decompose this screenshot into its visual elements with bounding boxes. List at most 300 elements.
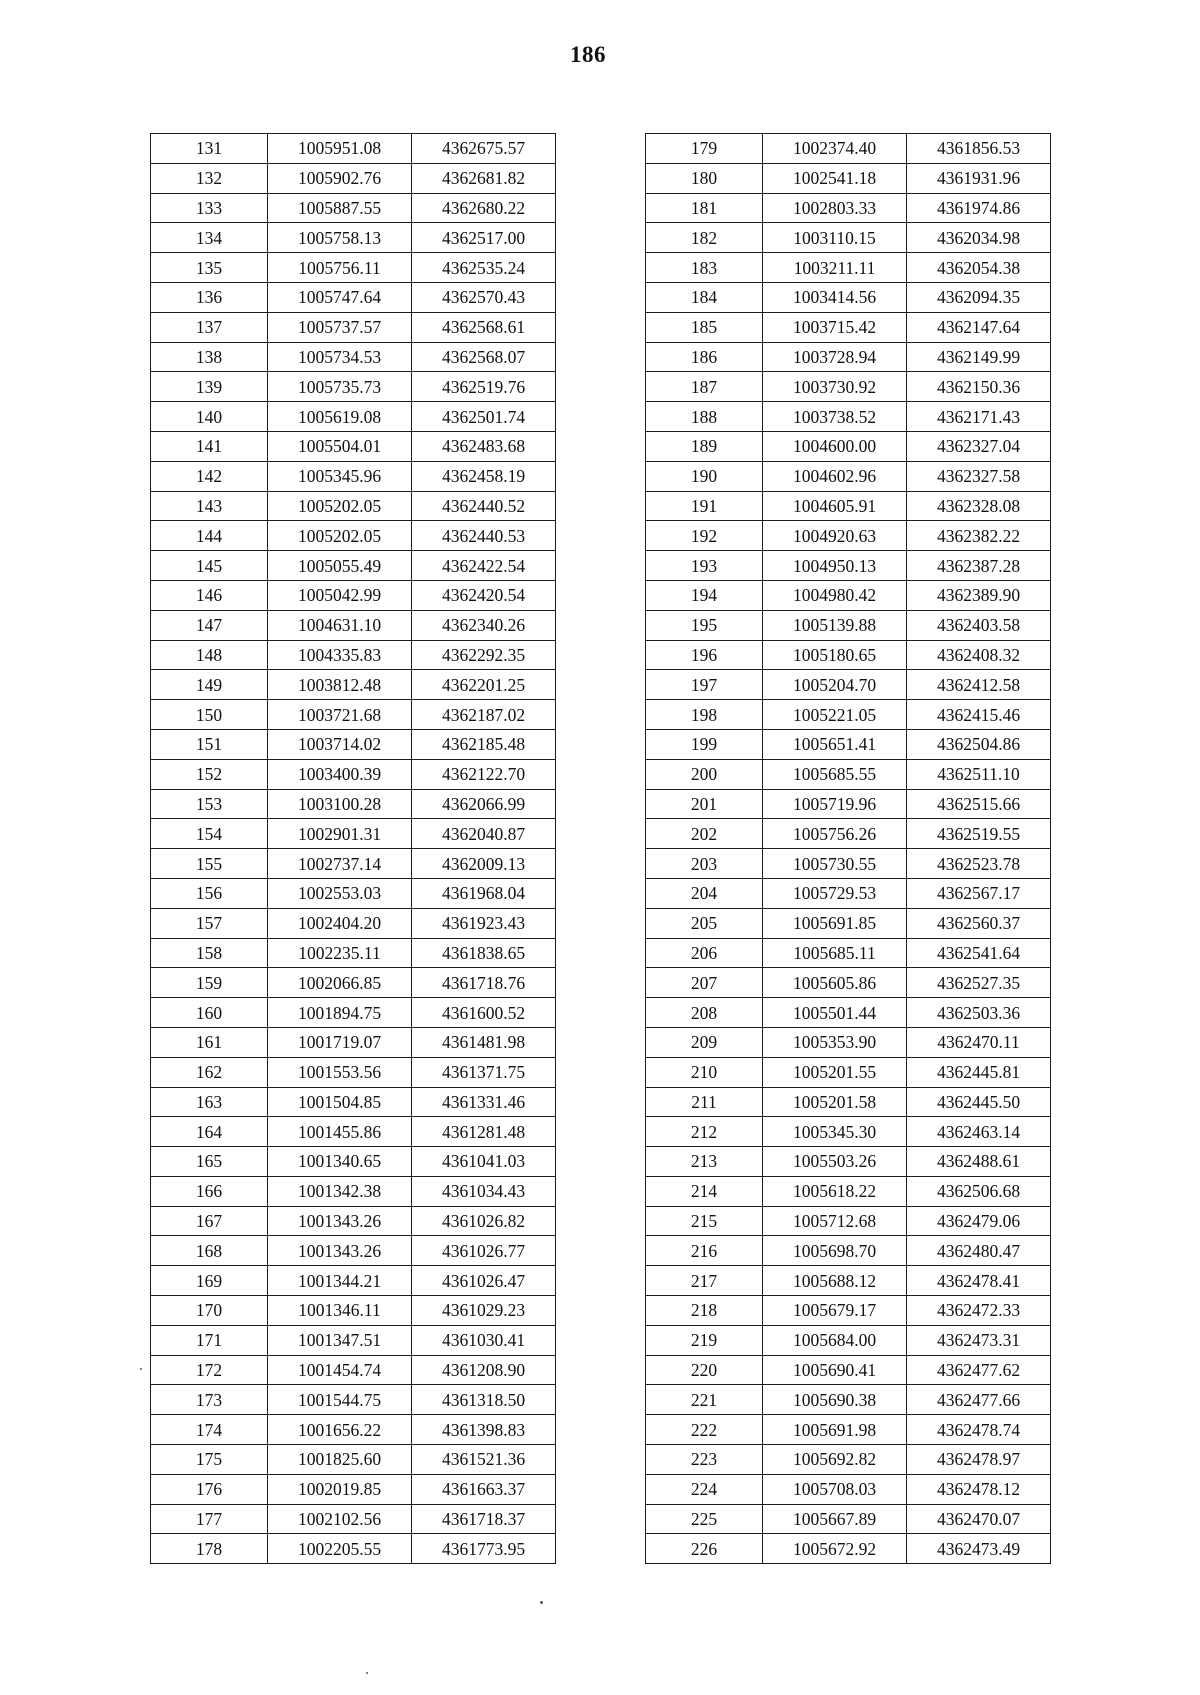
point-number-cell: 209 [646,1027,763,1057]
table-row [646,819,1051,849]
table-row [151,968,556,998]
table-row [646,312,1051,342]
table-row [151,402,556,432]
point-number-cell: 194 [646,580,763,610]
x-coordinate-cell: 1005690.41 [763,1355,907,1385]
scan-speck [366,1672,368,1674]
x-coordinate-cell: 1005651.41 [763,729,907,759]
y-coordinate-cell: 4362147.64 [907,312,1051,342]
y-coordinate-cell: 4362463.14 [907,1117,1051,1147]
table-row [151,1236,556,1266]
y-coordinate-cell: 4362473.31 [907,1325,1051,1355]
y-coordinate-cell: 4362445.50 [907,1087,1051,1117]
x-coordinate-cell: 1003721.68 [268,700,412,730]
y-coordinate-cell: 4362470.07 [907,1504,1051,1534]
point-number-cell: 218 [646,1296,763,1326]
x-coordinate-cell: 1001340.65 [268,1147,412,1177]
y-coordinate-cell: 4362504.86 [907,729,1051,759]
y-coordinate-cell: 4362527.35 [907,968,1051,998]
scan-speck [540,1601,543,1604]
table-row [646,789,1051,819]
point-number-cell: 148 [151,640,268,670]
table-row [151,1355,556,1385]
x-coordinate-cell: 1005503.26 [763,1147,907,1177]
table-row [646,759,1051,789]
x-coordinate-cell: 1002553.03 [268,878,412,908]
y-coordinate-cell: 4362408.32 [907,640,1051,670]
point-number-cell: 198 [646,700,763,730]
point-number-cell: 180 [646,163,763,193]
point-number-cell: 137 [151,312,268,342]
x-coordinate-cell: 1003812.48 [268,670,412,700]
table-row [151,312,556,342]
table-row [646,938,1051,968]
x-coordinate-cell: 1001343.26 [268,1206,412,1236]
y-coordinate-cell: 4362478.74 [907,1415,1051,1445]
y-coordinate-cell: 4362422.54 [412,551,556,581]
y-coordinate-cell: 4361931.96 [907,163,1051,193]
table-row [646,1415,1051,1445]
x-coordinate-cell: 1001894.75 [268,998,412,1028]
point-number-cell: 141 [151,431,268,461]
x-coordinate-cell: 1003715.42 [763,312,907,342]
point-number-cell: 222 [646,1415,763,1445]
y-coordinate-cell: 4361034.43 [412,1176,556,1206]
table-row [151,938,556,968]
x-coordinate-cell: 1001553.56 [268,1057,412,1087]
y-coordinate-cell: 4361968.04 [412,878,556,908]
x-coordinate-cell: 1003400.39 [268,759,412,789]
table-row [646,491,1051,521]
point-number-cell: 144 [151,521,268,551]
y-coordinate-cell: 4362445.81 [907,1057,1051,1087]
table-row [646,878,1051,908]
x-coordinate-cell: 1001455.86 [268,1117,412,1147]
point-number-cell: 210 [646,1057,763,1087]
point-number-cell: 190 [646,461,763,491]
point-number-cell: 152 [151,759,268,789]
table-row [151,521,556,551]
x-coordinate-cell: 1001344.21 [268,1266,412,1296]
y-coordinate-cell: 4362458.19 [412,461,556,491]
point-number-cell: 155 [151,849,268,879]
y-coordinate-cell: 4362122.70 [412,759,556,789]
table-row [646,1534,1051,1564]
y-coordinate-cell: 4362066.99 [412,789,556,819]
x-coordinate-cell: 1005605.86 [763,968,907,998]
x-coordinate-cell: 1002102.56 [268,1504,412,1534]
x-coordinate-cell: 1005688.12 [763,1266,907,1296]
x-coordinate-cell: 1001544.75 [268,1385,412,1415]
scan-speck [140,1368,142,1370]
table-row [646,1296,1051,1326]
y-coordinate-cell: 4362420.54 [412,580,556,610]
x-coordinate-cell: 1001343.26 [268,1236,412,1266]
table-row [646,610,1051,640]
table-row [151,1057,556,1087]
table-row [151,1266,556,1296]
y-coordinate-cell: 4362675.57 [412,134,556,164]
table-body-left [151,134,556,1564]
point-number-cell: 225 [646,1504,763,1534]
table-row [151,670,556,700]
y-coordinate-cell: 4361974.86 [907,193,1051,223]
x-coordinate-cell: 1005684.00 [763,1325,907,1355]
point-number-cell: 186 [646,342,763,372]
table-row [646,521,1051,551]
table-row [646,729,1051,759]
y-coordinate-cell: 4362511.10 [907,759,1051,789]
x-coordinate-cell: 1001346.11 [268,1296,412,1326]
point-number-cell: 157 [151,908,268,938]
y-coordinate-cell: 4361663.37 [412,1474,556,1504]
y-coordinate-cell: 4362477.62 [907,1355,1051,1385]
y-coordinate-cell: 4362292.35 [412,640,556,670]
y-coordinate-cell: 4362415.46 [907,700,1051,730]
table-row [151,700,556,730]
point-number-cell: 213 [646,1147,763,1177]
coordinates-table-left [150,133,556,1564]
x-coordinate-cell: 1005951.08 [268,134,412,164]
point-number-cell: 131 [151,134,268,164]
table-row [151,1445,556,1475]
y-coordinate-cell: 4362171.43 [907,402,1051,432]
x-coordinate-cell: 1004980.42 [763,580,907,610]
point-number-cell: 162 [151,1057,268,1087]
y-coordinate-cell: 4361371.75 [412,1057,556,1087]
x-coordinate-cell: 1002066.85 [268,968,412,998]
point-number-cell: 211 [646,1087,763,1117]
y-coordinate-cell: 4362382.22 [907,521,1051,551]
table-row [646,908,1051,938]
table-row [151,849,556,879]
x-coordinate-cell: 1005729.53 [763,878,907,908]
table-row [151,372,556,402]
table-row [646,640,1051,670]
y-coordinate-cell: 4362488.61 [907,1147,1051,1177]
table-row [151,1176,556,1206]
table-row [646,1206,1051,1236]
y-coordinate-cell: 4362519.76 [412,372,556,402]
x-coordinate-cell: 1005756.26 [763,819,907,849]
x-coordinate-cell: 1005692.82 [763,1445,907,1475]
x-coordinate-cell: 1003414.56 [763,282,907,312]
table-row [151,1474,556,1504]
x-coordinate-cell: 1003110.15 [763,223,907,253]
x-coordinate-cell: 1005758.13 [268,223,412,253]
point-number-cell: 151 [151,729,268,759]
table-row [151,1147,556,1177]
x-coordinate-cell: 1002374.40 [763,134,907,164]
y-coordinate-cell: 4361398.83 [412,1415,556,1445]
x-coordinate-cell: 1002541.18 [763,163,907,193]
table-row [646,1445,1051,1475]
point-number-cell: 206 [646,938,763,968]
y-coordinate-cell: 4361718.76 [412,968,556,998]
point-number-cell: 165 [151,1147,268,1177]
coordinates-table-right [645,133,1051,1564]
table-row [646,223,1051,253]
y-coordinate-cell: 4362515.66 [907,789,1051,819]
x-coordinate-cell: 1005685.11 [763,938,907,968]
x-coordinate-cell: 1005734.53 [268,342,412,372]
x-coordinate-cell: 1005201.58 [763,1087,907,1117]
table-row [151,610,556,640]
point-number-cell: 220 [646,1355,763,1385]
point-number-cell: 182 [646,223,763,253]
table-row [646,253,1051,283]
x-coordinate-cell: 1005618.22 [763,1176,907,1206]
table-row [151,729,556,759]
table-row [151,1117,556,1147]
x-coordinate-cell: 1005691.98 [763,1415,907,1445]
table-row [646,1027,1051,1057]
point-number-cell: 149 [151,670,268,700]
table-row [151,1504,556,1534]
table-row [646,670,1051,700]
table-row [151,223,556,253]
point-number-cell: 133 [151,193,268,223]
y-coordinate-cell: 4362506.68 [907,1176,1051,1206]
point-number-cell: 147 [151,610,268,640]
y-coordinate-cell: 4362340.26 [412,610,556,640]
y-coordinate-cell: 4362040.87 [412,819,556,849]
point-number-cell: 199 [646,729,763,759]
x-coordinate-cell: 1005672.92 [763,1534,907,1564]
point-number-cell: 156 [151,878,268,908]
y-coordinate-cell: 4362681.82 [412,163,556,193]
table-row [151,1027,556,1057]
x-coordinate-cell: 1005202.05 [268,521,412,551]
table-row [151,134,556,164]
x-coordinate-cell: 1005204.70 [763,670,907,700]
y-coordinate-cell: 4361856.53 [907,134,1051,164]
y-coordinate-cell: 4362501.74 [412,402,556,432]
y-coordinate-cell: 4362472.33 [907,1296,1051,1326]
x-coordinate-cell: 1003728.94 [763,342,907,372]
y-coordinate-cell: 4361773.95 [412,1534,556,1564]
point-number-cell: 200 [646,759,763,789]
x-coordinate-cell: 1004950.13 [763,551,907,581]
table-row [646,1325,1051,1355]
table-row [151,1296,556,1326]
x-coordinate-cell: 1001454.74 [268,1355,412,1385]
point-number-cell: 132 [151,163,268,193]
point-number-cell: 193 [646,551,763,581]
point-number-cell: 168 [151,1236,268,1266]
y-coordinate-cell: 4361208.90 [412,1355,556,1385]
table-body-right [646,134,1051,1564]
point-number-cell: 201 [646,789,763,819]
x-coordinate-cell: 1001504.85 [268,1087,412,1117]
table-row [151,819,556,849]
table-row [646,700,1051,730]
x-coordinate-cell: 1002803.33 [763,193,907,223]
table-row [151,253,556,283]
table-row [646,551,1051,581]
point-number-cell: 145 [151,551,268,581]
table-row [151,491,556,521]
x-coordinate-cell: 1003730.92 [763,372,907,402]
point-number-cell: 146 [151,580,268,610]
y-coordinate-cell: 4362201.25 [412,670,556,700]
point-number-cell: 158 [151,938,268,968]
point-number-cell: 161 [151,1027,268,1057]
point-number-cell: 197 [646,670,763,700]
x-coordinate-cell: 1005735.73 [268,372,412,402]
x-coordinate-cell: 1005042.99 [268,580,412,610]
table-row [646,134,1051,164]
table-row [646,1147,1051,1177]
y-coordinate-cell: 4362503.36 [907,998,1051,1028]
y-coordinate-cell: 4361030.41 [412,1325,556,1355]
point-number-cell: 134 [151,223,268,253]
y-coordinate-cell: 4361026.77 [412,1236,556,1266]
point-number-cell: 204 [646,878,763,908]
x-coordinate-cell: 1005756.11 [268,253,412,283]
point-number-cell: 140 [151,402,268,432]
point-number-cell: 214 [646,1176,763,1206]
table-row [646,1266,1051,1296]
point-number-cell: 191 [646,491,763,521]
y-coordinate-cell: 4362523.78 [907,849,1051,879]
point-number-cell: 169 [151,1266,268,1296]
y-coordinate-cell: 4361041.03 [412,1147,556,1177]
table-row [646,461,1051,491]
table-row [646,1176,1051,1206]
point-number-cell: 179 [646,134,763,164]
point-number-cell: 189 [646,431,763,461]
point-number-cell: 153 [151,789,268,819]
x-coordinate-cell: 1005139.88 [763,610,907,640]
table-row [646,193,1051,223]
y-coordinate-cell: 4362034.98 [907,223,1051,253]
x-coordinate-cell: 1004335.83 [268,640,412,670]
y-coordinate-cell: 4362054.38 [907,253,1051,283]
y-coordinate-cell: 4362187.02 [412,700,556,730]
table-row [151,1415,556,1445]
x-coordinate-cell: 1005730.55 [763,849,907,879]
table-row [646,1474,1051,1504]
table-row [646,1087,1051,1117]
y-coordinate-cell: 4361318.50 [412,1385,556,1415]
y-coordinate-cell: 4362403.58 [907,610,1051,640]
point-number-cell: 173 [151,1385,268,1415]
point-number-cell: 207 [646,968,763,998]
x-coordinate-cell: 1005504.01 [268,431,412,461]
point-number-cell: 167 [151,1206,268,1236]
y-coordinate-cell: 4362567.17 [907,878,1051,908]
table-row [646,431,1051,461]
y-coordinate-cell: 4362479.06 [907,1206,1051,1236]
y-coordinate-cell: 4362568.07 [412,342,556,372]
x-coordinate-cell: 1003714.02 [268,729,412,759]
table-row [151,640,556,670]
table-row [646,968,1051,998]
y-coordinate-cell: 4362477.66 [907,1385,1051,1415]
x-coordinate-cell: 1001656.22 [268,1415,412,1445]
x-coordinate-cell: 1004605.91 [763,491,907,521]
point-number-cell: 224 [646,1474,763,1504]
point-number-cell: 184 [646,282,763,312]
y-coordinate-cell: 4362094.35 [907,282,1051,312]
point-number-cell: 160 [151,998,268,1028]
x-coordinate-cell: 1004631.10 [268,610,412,640]
y-coordinate-cell: 4362150.36 [907,372,1051,402]
x-coordinate-cell: 1004920.63 [763,521,907,551]
table-row [646,282,1051,312]
point-number-cell: 171 [151,1325,268,1355]
table-row [151,1325,556,1355]
table-row [151,461,556,491]
table-row [646,1504,1051,1534]
x-coordinate-cell: 1005180.65 [763,640,907,670]
y-coordinate-cell: 4361838.65 [412,938,556,968]
point-number-cell: 142 [151,461,268,491]
table-row [151,163,556,193]
point-number-cell: 139 [151,372,268,402]
table-row [151,431,556,461]
y-coordinate-cell: 4362541.64 [907,938,1051,968]
y-coordinate-cell: 4362680.22 [412,193,556,223]
x-coordinate-cell: 1005201.55 [763,1057,907,1087]
point-number-cell: 226 [646,1534,763,1564]
y-coordinate-cell: 4362387.28 [907,551,1051,581]
x-coordinate-cell: 1005345.30 [763,1117,907,1147]
y-coordinate-cell: 4361521.36 [412,1445,556,1475]
table-row [646,1385,1051,1415]
x-coordinate-cell: 1005345.96 [268,461,412,491]
point-number-cell: 187 [646,372,763,402]
table-row [151,342,556,372]
point-number-cell: 217 [646,1266,763,1296]
y-coordinate-cell: 4362473.49 [907,1534,1051,1564]
table-row [151,998,556,1028]
point-number-cell: 188 [646,402,763,432]
point-number-cell: 136 [151,282,268,312]
point-number-cell: 135 [151,253,268,283]
table-row [646,1057,1051,1087]
x-coordinate-cell: 1005902.76 [268,163,412,193]
y-coordinate-cell: 4362519.55 [907,819,1051,849]
point-number-cell: 176 [151,1474,268,1504]
table-row [646,998,1051,1028]
point-number-cell: 138 [151,342,268,372]
table-row [646,342,1051,372]
y-coordinate-cell: 4362560.37 [907,908,1051,938]
point-number-cell: 181 [646,193,763,223]
x-coordinate-cell: 1005619.08 [268,402,412,432]
x-coordinate-cell: 1001825.60 [268,1445,412,1475]
table-row [151,1087,556,1117]
point-number-cell: 203 [646,849,763,879]
y-coordinate-cell: 4361026.82 [412,1206,556,1236]
y-coordinate-cell: 4362535.24 [412,253,556,283]
y-coordinate-cell: 4362480.47 [907,1236,1051,1266]
y-coordinate-cell: 4362568.61 [412,312,556,342]
point-number-cell: 170 [151,1296,268,1326]
point-number-cell: 159 [151,968,268,998]
table-row [646,849,1051,879]
x-coordinate-cell: 1003100.28 [268,789,412,819]
table-row [151,1206,556,1236]
x-coordinate-cell: 1005698.70 [763,1236,907,1266]
point-number-cell: 212 [646,1117,763,1147]
x-coordinate-cell: 1002404.20 [268,908,412,938]
point-number-cell: 205 [646,908,763,938]
table-row [151,580,556,610]
y-coordinate-cell: 4362478.97 [907,1445,1051,1475]
